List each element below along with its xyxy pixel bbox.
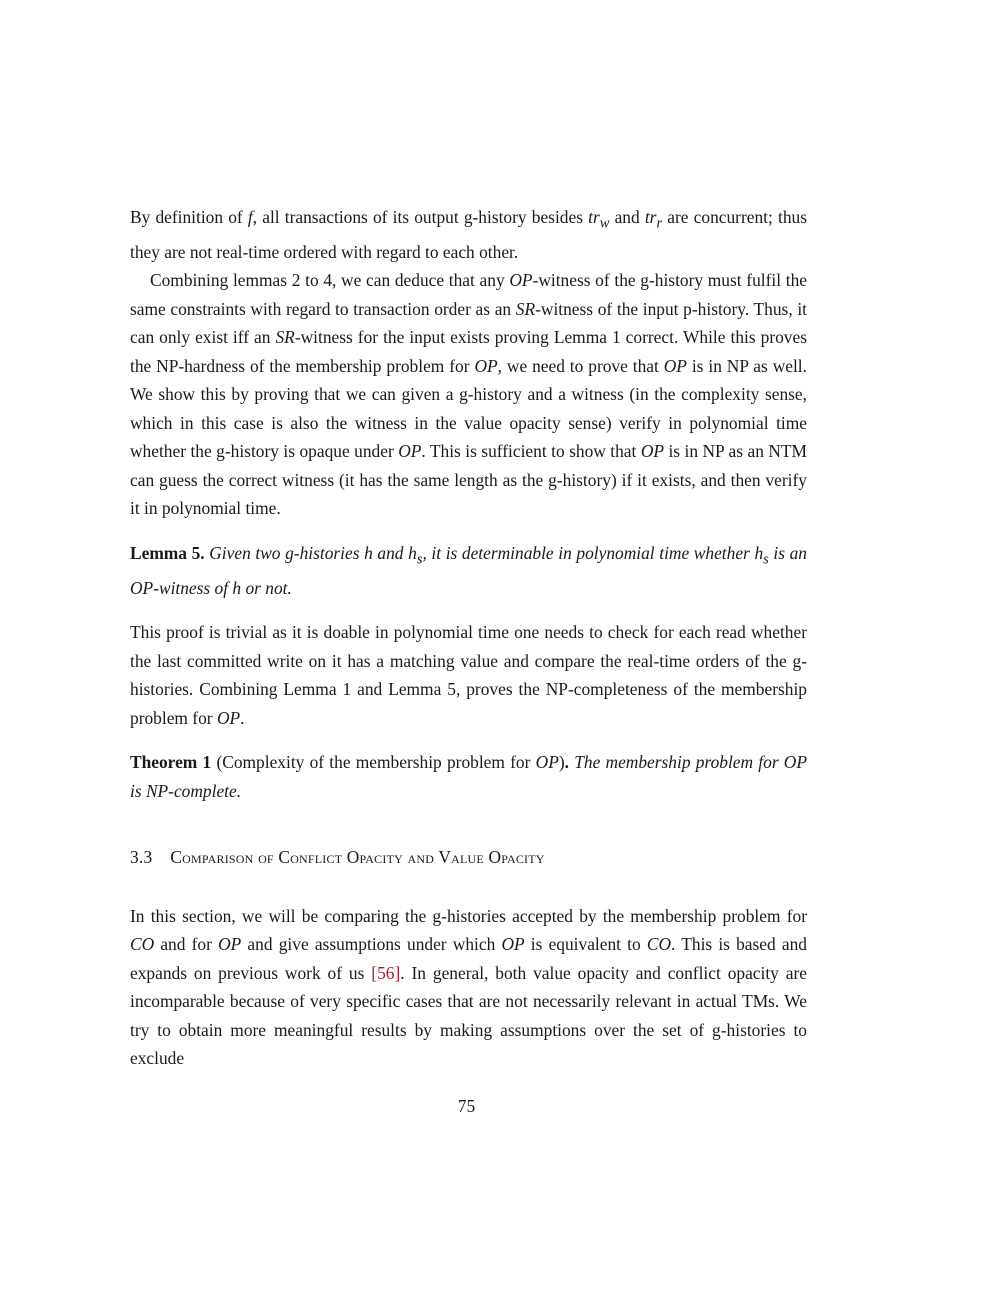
math-sr: SR: [515, 298, 536, 319]
math-co: CO: [130, 934, 155, 955]
text: is equivalent to: [524, 934, 647, 955]
theorem-1: [130, 748, 807, 805]
text: -witness of the input p-history. Thus, it can only exist iff an: [130, 298, 807, 348]
text: and for: [154, 934, 219, 955]
text: -witness for the input exists proving Lemma 1 correct. While this proves the NP-hardness of the membership problem for: [130, 327, 807, 376]
text: .: [240, 707, 245, 728]
text: -witness of: [153, 577, 233, 598]
math-op: OP: [474, 355, 498, 376]
text: , we need to prove that: [497, 355, 664, 376]
text: By definition of: [130, 207, 248, 227]
math-op: OP: [130, 577, 154, 598]
math-op: OP: [640, 441, 664, 462]
math-h-s: h: [408, 542, 417, 563]
math-op: OP: [509, 270, 533, 291]
lemma-label: Lemma 5.: [130, 542, 205, 563]
math-op: OP: [216, 707, 241, 728]
text: , all transactions of its output g-history besides: [252, 207, 589, 227]
text: (Complexity of the membership problem for: [211, 752, 536, 773]
section-number: 3.3: [130, 847, 153, 868]
math-sr: SR: [275, 327, 295, 348]
math-co: CO: [646, 934, 672, 955]
section-title: Comparison of Conflict Opacity and Value Opacity: [170, 847, 545, 868]
text: Combining lemmas 2 to 4, we can deduce that any: [150, 270, 510, 291]
text: or not.: [241, 577, 292, 598]
text: is in NP as well. We show this by proving that we can given a g-history and a witness (in the complexity sense, which in this case is also the witness in the value opacity sense) verify in polynomial time whether the g-history is opaque under: [130, 355, 807, 462]
math-subscript: s: [416, 551, 423, 568]
text: This proof is trivial as it is doable in polynomial time one needs to check for each read whether the last committed write on it has a matching value and compare the real-time orders of the g-histories. Combining Lemma 1 and Lemma 5, proves the NP-completeness of the membership problem for: [130, 622, 807, 728]
math-f: f: [247, 207, 253, 227]
math-h-s: h: [754, 542, 764, 563]
page-body: [130, 203, 807, 1073]
page-number: 75: [457, 1096, 476, 1116]
text: and give assumptions under which: [241, 934, 502, 955]
text: In this section, we will be comparing the g-histories accepted by the membership problem for: [130, 905, 807, 926]
paragraph-definition: [130, 203, 807, 266]
text: is in NP as an NTM can guess the correct witness (it has the same length as the g-history) if it exists, and then verify it in polynomial time.: [130, 441, 807, 519]
paragraph-combining-lemmas: [130, 266, 807, 523]
text: and: [609, 207, 645, 227]
math-op: OP: [501, 934, 525, 955]
text: -witness of the g-history must fulfil the same constraints with regard to transaction order as an: [130, 270, 807, 319]
text: . This is based and expands on previous work of us: [130, 934, 807, 983]
text: Given two g-histories: [204, 542, 365, 563]
text: ): [558, 752, 565, 773]
math-op: OP: [218, 934, 242, 955]
text: are concurrent; thus they are not real-time ordered with regard to each other.: [130, 207, 807, 262]
math-subscript: s: [763, 551, 769, 568]
math-op: OP: [663, 355, 687, 376]
paragraph-comparison: [130, 902, 807, 1073]
theorem-label: Theorem 1: [130, 752, 212, 773]
math-op: OP: [535, 752, 559, 773]
theorem-statement: The membership problem for OP is NP-complete.: [130, 752, 807, 801]
math-op: OP: [398, 441, 422, 462]
math-subscript: w: [599, 215, 610, 232]
paragraph-proof: [130, 618, 807, 732]
text: . This is sufficient to show that: [421, 441, 641, 462]
theorem-dot: .: [564, 752, 569, 773]
lemma-5: [130, 539, 807, 602]
citation-link[interactable]: [56]: [371, 962, 401, 983]
section-heading: [130, 843, 807, 872]
text: and: [372, 542, 409, 563]
math-h: h: [232, 577, 242, 598]
text: is an: [768, 542, 807, 563]
math-h: h: [364, 542, 373, 563]
text: , it is determinable in polynomial time whether: [422, 542, 755, 563]
math-subscript: r: [656, 215, 663, 232]
math-tr-r: tr: [644, 207, 657, 227]
text: . In general, both value opacity and conflict opacity are incomparable because of very specific cases that are not necessarily relevant in actual TMs. We try to obtain more meaningful results by making assumptions over the set of g-histories to exclude: [130, 962, 807, 1069]
math-tr-w: tr: [588, 207, 600, 227]
